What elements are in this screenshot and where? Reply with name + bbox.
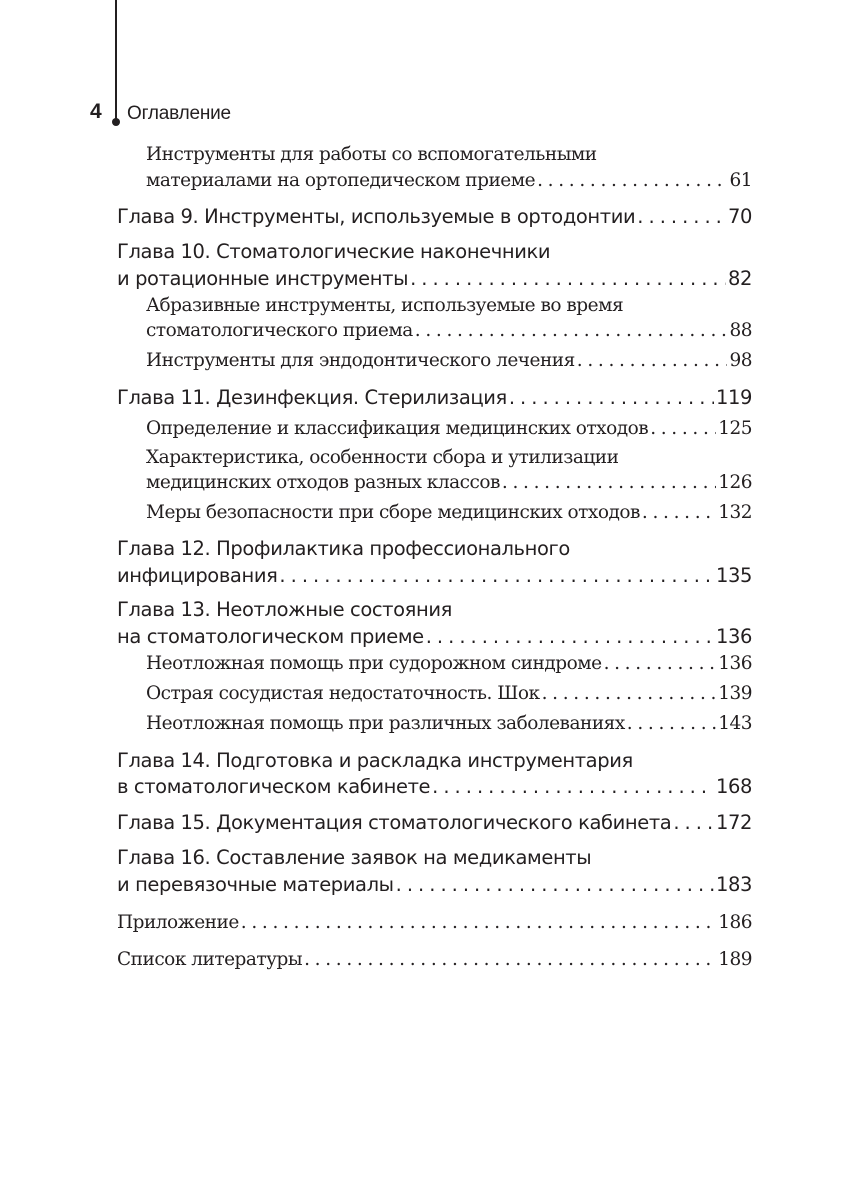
margin-rule-dot bbox=[112, 118, 120, 126]
toc-line[interactable] bbox=[117, 912, 752, 944]
toc-entry-text: Глава 12. Профилактика профессионального bbox=[117, 537, 570, 560]
toc-line[interactable] bbox=[146, 713, 752, 745]
dot-leader bbox=[415, 320, 728, 341]
dot-leader bbox=[637, 205, 726, 228]
toc-entry-text: Глава 14. Подготовка и раскладка инструментария bbox=[117, 749, 633, 772]
margin-rule bbox=[115, 0, 117, 120]
toc-entry-text: Острая сосудистая недостаточность. Шок bbox=[146, 683, 540, 704]
toc-page-number: 136 bbox=[715, 625, 752, 648]
toc-entry-text: инфицирования bbox=[117, 564, 278, 587]
toc-page-number: 189 bbox=[718, 949, 752, 970]
toc-line[interactable] bbox=[146, 350, 752, 382]
toc-page-number: 139 bbox=[718, 683, 752, 704]
dot-leader bbox=[396, 873, 714, 896]
toc-line[interactable] bbox=[117, 811, 752, 843]
toc-entry-text: и ротационные инструменты bbox=[117, 267, 409, 290]
dot-leader bbox=[537, 170, 727, 191]
toc-page-number: 136 bbox=[718, 653, 752, 674]
toc-line[interactable] bbox=[146, 418, 752, 450]
dot-leader bbox=[650, 418, 716, 439]
toc-page-number: 98 bbox=[729, 350, 752, 371]
page-number: 4 bbox=[90, 100, 102, 123]
dot-leader bbox=[502, 472, 716, 493]
toc-entry-text: Меры безопасности при сборе медицинских отходов bbox=[146, 502, 640, 523]
dot-leader bbox=[673, 811, 714, 834]
toc-line[interactable] bbox=[146, 683, 752, 715]
toc-page-number: 183 bbox=[715, 873, 752, 896]
toc-entry-text: Глава 11. Дезинфекция. Стерилизация bbox=[117, 386, 507, 409]
toc-line[interactable] bbox=[117, 775, 752, 807]
toc-line[interactable] bbox=[146, 170, 752, 202]
toc-page-number: 186 bbox=[718, 912, 752, 933]
toc-line[interactable] bbox=[146, 653, 752, 685]
dot-leader bbox=[642, 502, 716, 523]
toc-entry-text: Глава 9. Инструменты, используемые в ортодонтии bbox=[117, 205, 636, 228]
toc-line[interactable] bbox=[117, 564, 752, 596]
toc-page-number: 135 bbox=[715, 564, 752, 587]
toc-entry-text: Определение и классификация медицинских отходов bbox=[146, 418, 649, 439]
toc-entry-text: Абразивные инструменты, используемые во время bbox=[146, 295, 624, 316]
toc-page-number: 70 bbox=[727, 205, 752, 228]
toc-entry-text: Неотложная помощь при судорожном синдроме bbox=[146, 653, 602, 674]
dot-leader bbox=[577, 350, 728, 371]
toc-entry-text: и перевязочные материалы bbox=[117, 873, 394, 896]
toc-entry-text: Инструменты для эндодонтического лечения bbox=[146, 350, 575, 371]
dot-leader bbox=[432, 775, 714, 798]
toc-entry-text: Список литературы bbox=[117, 949, 303, 970]
toc-entry-text: медицинских отходов разных классов bbox=[146, 472, 500, 493]
dot-leader bbox=[426, 625, 714, 648]
toc-line[interactable] bbox=[117, 386, 752, 418]
toc-page-number: 82 bbox=[727, 267, 752, 290]
toc-page-number: 119 bbox=[715, 386, 752, 409]
toc-page-number: 172 bbox=[715, 811, 752, 834]
dot-leader bbox=[304, 949, 716, 970]
dot-leader bbox=[542, 683, 717, 704]
dot-leader bbox=[241, 912, 716, 933]
toc-entry-text: Глава 16. Составление заявок на медикаменты bbox=[117, 846, 592, 869]
running-title: Оглавление bbox=[127, 103, 231, 124]
dot-leader bbox=[279, 564, 714, 587]
toc-page-number: 168 bbox=[715, 775, 752, 798]
dot-leader bbox=[604, 653, 717, 674]
toc-page-number: 61 bbox=[729, 170, 752, 191]
toc-entry-text: Глава 15. Документация стоматологического кабинета bbox=[117, 811, 672, 834]
toc-entry-text: материалами на ортопедическом приеме bbox=[146, 170, 536, 191]
dot-leader bbox=[627, 713, 716, 734]
toc-entry-text: стоматологического приема bbox=[146, 320, 413, 341]
toc-entry-text: Неотложная помощь при различных заболеваниях bbox=[146, 713, 625, 734]
toc-entry-text: Инструменты для работы со вспомогательными bbox=[146, 144, 597, 165]
toc-entry-text: Глава 13. Неотложные состояния bbox=[117, 598, 452, 621]
toc-entry-text: Глава 10. Стоматологические наконечники bbox=[117, 240, 551, 263]
toc-page-number: 88 bbox=[729, 320, 752, 341]
toc-entry-text: Характеристика, особенности сбора и утилизации bbox=[146, 447, 619, 468]
toc-line[interactable] bbox=[146, 320, 752, 352]
toc-page-number: 126 bbox=[718, 472, 752, 493]
toc-line[interactable] bbox=[146, 502, 752, 534]
toc-entry-text: на стоматологическом приеме bbox=[117, 625, 424, 648]
toc-line[interactable] bbox=[117, 949, 752, 981]
toc-entry-text: в стоматологическом кабинете bbox=[117, 775, 431, 798]
dot-leader bbox=[410, 267, 726, 290]
toc-page-number: 132 bbox=[718, 502, 752, 523]
dot-leader bbox=[509, 386, 714, 409]
toc-line[interactable] bbox=[146, 472, 752, 504]
toc-entry-text: Приложение bbox=[117, 912, 239, 933]
toc-page-number: 143 bbox=[718, 713, 752, 734]
toc-page-number: 125 bbox=[718, 418, 752, 439]
toc-line[interactable] bbox=[117, 205, 752, 237]
toc-line[interactable] bbox=[117, 873, 752, 905]
